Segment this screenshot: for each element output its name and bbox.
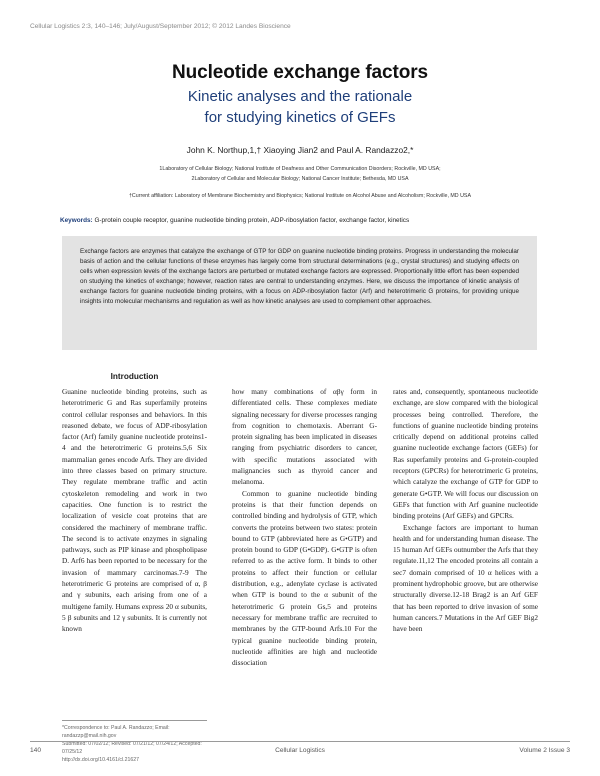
affiliation-current: †Current affiliation: Laboratory of Membrane Biochemistry and Biophysics; National Institute on Alcohol Abuse and Alcoholism; Rockville, MD USA [128, 193, 471, 199]
keywords [60, 216, 560, 226]
footer-volume-issue: Volume 2 Issue 3 [519, 747, 570, 754]
page-number: 140 [30, 747, 42, 754]
journal-citation-line: Cellular Logistics 2:3, 140–146; July/August/September 2012; © 2012 Landes Bioscience [30, 23, 291, 30]
abstract-box [62, 236, 537, 350]
subtitle-line-1: Kinetic analyses and the rationale [187, 88, 413, 105]
doi-link[interactable]: http://dx.doi.org/10.4161/cl.21627 [62, 757, 140, 763]
footer-journal-name: Cellular Logistics [275, 747, 325, 754]
abstract-text: Exchange factors are enzymes that catalyze the exchange of GTP for GDP on guanine nucleotide binding proteins. Progress in understanding the molecular basis of action and the cellular functions of these enzymes has largely come from structural determinations (e.g., crystal structures) and studying effects on cells when expression levels of the exchange factors are perturbed or mutated exchange factors are expressed. Proportionally little effort has been expended on studying the kinetics of exchange; however, reaction rates are central to understanding enzymes. Here, we discuss the importance of kinetic analysis of exchange factors for guanine nucleotide binding proteins, with a focus on ADP-ribosylation factor (Arf) and heterotrimeric G proteins, for providing unique insights into molecular mechanisms and regulation as well as how kinetic analyses are used to complement other approaches. [80, 248, 519, 306]
article-subtitle [0, 86, 600, 128]
body-column-3 [393, 386, 538, 635]
footer-divider [30, 741, 570, 742]
author-list: John K. Northup,1,† Xiaoying Jian2 and Paul A. Randazzo2,* [186, 145, 414, 155]
body-column-2 [232, 386, 377, 668]
paragraph: how many combinations of αβγ form in differentiated cells. These complexes mediate signaling necessary for diverse processes ranging from cognition to chemotaxis. Aberrant G-protein signaling has been implicated in diseases ranging from psychiatric disorders to cancer, with specific mutations associated with malignancies such as thyroid cancer and melanoma. [232, 387, 377, 487]
section-heading-introduction: Introduction [110, 372, 159, 381]
paragraph: rates and, consequently, spontaneous nucleotide exchange, are slow compared with the biological processes being controlled. Therefore, the functions of guanine nucleotide binding proteins critically depend on additional proteins called guanine nucleotide exchange factors (GEFs) for Ras superfamily proteins and G-protein-coupled receptors (GPCRs) for heterotrimeric G proteins, which catalyze the exchange of GTP for GDP to generate G•GTP. We will focus our discussion on GEFs that function with Arf guanine nucleotide binding proteins (Arf GEFs) and GPCRs. [393, 387, 538, 521]
affiliation-1: 1Laboratory of Cellular Biology; National Institute of Deafness and Other Communication Disorders; Rockville, MD USA; [159, 166, 441, 172]
body-column-1 [62, 386, 207, 635]
subtitle-line-2: for studying kinetics of GEFs [204, 109, 396, 126]
keywords-text: G-protein couple receptor, guanine nucleotide binding protein, ADP-ribosylation factor, exchange factor, kinetics [94, 217, 410, 224]
footnotes [62, 720, 207, 764]
paragraph: Common to guanine nucleotide binding proteins is that their function depends on controlled binding and hydrolysis of GTP, which converts the proteins between two states: protein bound to GTP (abbreviated here as G•GTP) and protein bound to GDP (G•GDP). G•GTP is often referred to as the active form. It binds to other proteins to affect their function or cellular distribution, e.g., adenylate cyclase is activated when GTP is bound to the α subunit of the heterotrimeric G protein Gs,5 and proteins necessary for membrane traffic are recruited to membranes by the GTP-bound Arfs.10 For the typical guanine nucleotide binding protein, nucleotide affinities are high and nucleotide dissociation [232, 488, 377, 668]
affiliation-2: 2Laboratory of Cellular and Molecular Biology; National Cancer Institute; Bethesda, MD USA [191, 176, 409, 182]
article-title: Nucleotide exchange factors [172, 62, 428, 83]
paragraph: Guanine nucleotide binding proteins, such as heterotrimeric G and Ras superfamily proteins control cellular responses and behaviors. In this reasoned debate, we focus of ADP-ribosylation factor (Arf) family guanine nucleotide proteins1-4 and the heterotrimeric G proteins.5,6 Six mammalian genes encode Arfs. They are divided into three classes based on primary structure. They regulate membrane traffic and actin cytoskeleton remodeling and work in two capacities. One function is to restrict the localization of vesicle coat proteins that are considered the machinery of membrane traffic. The second is to activate enzymes in signaling pathways, such as PIP kinase and phospholipase D. Arf6 has been reported to be necessary for the invasion of mammary carcinomas.7-9 The heterotrimeric G proteins are comprised of α, β and γ subunits, each arising from one of a multigene family. Humans express 20 α subunits, 5 β subunits and 12 γ subunits. It is currently not known [62, 387, 207, 634]
keywords-label: Keywords: [60, 217, 93, 224]
correspondence-note: *Correspondence to: Paul A. Randazzo; Email: randazzp@mail.nih.gov [62, 725, 170, 739]
submission-dates: Submitted: 07/02/12; Revised: 07/21/12; 07/24/12; Accepted: 07/25/12 [62, 741, 202, 755]
paragraph: Exchange factors are important to human health and for understanding human disease. The 15 human Arf GEFs outnumber the Arfs that they regulate.11,12 The encoded proteins all contain a sec7 domain comprised of 10 α helices with a prominent hydrophobic groove, but are otherwise structurally diverse.12-18 Brag2 is an Arf GEF that has been reported to drive invasion of some human cancers.7 Mutations in the Arf GEF Big2 have been [393, 522, 538, 634]
